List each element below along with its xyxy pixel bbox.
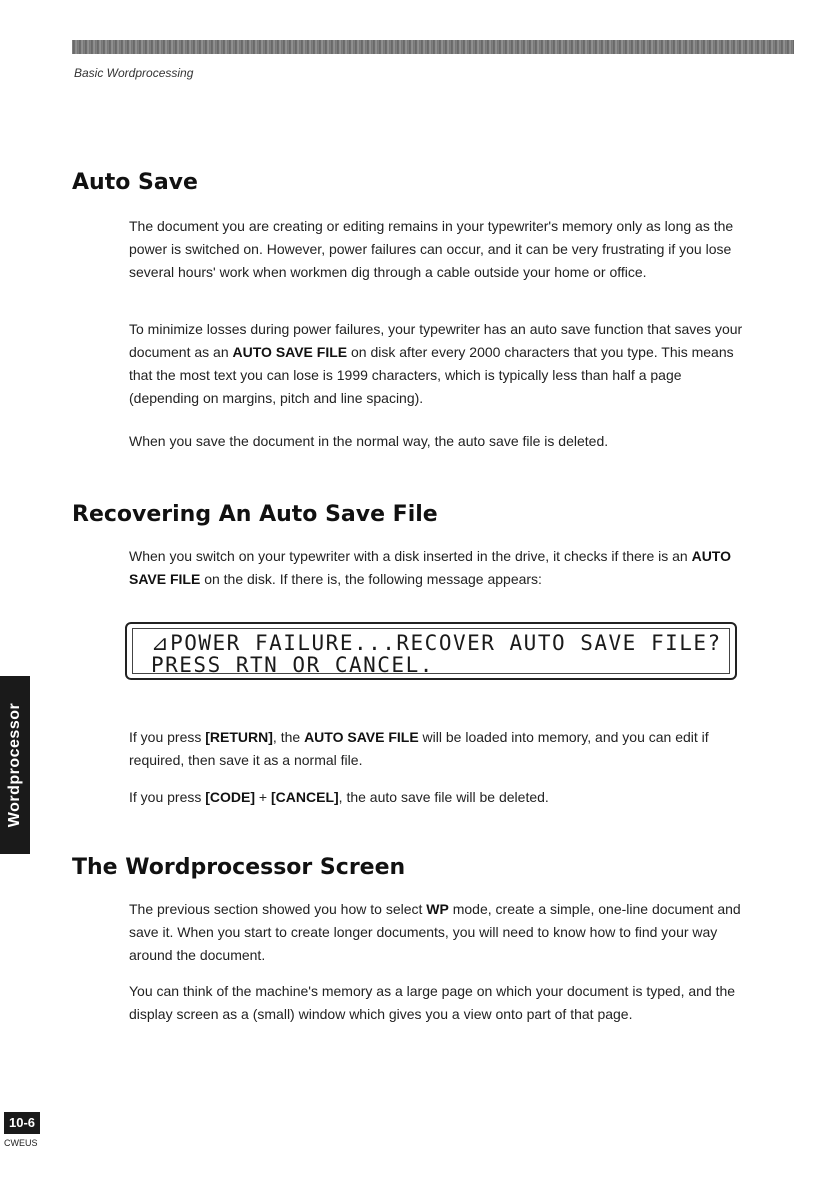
wp-mode-term: WP — [426, 901, 449, 917]
lcd-display-frame — [132, 628, 730, 677]
auto-save-paragraph-2: To minimize losses during power failures, your typewriter has an auto save function that saves your document as an AUTO SAVE FILE on disk after every 2000 characters that you type. This means that the most text you can lose is 1999 characters, which is typically less than half a page (depending on margins, pitch and line spacing). — [129, 321, 743, 406]
recovering-paragraph-2: If you press [RETURN], the AUTO SAVE FILE will be loaded into memory, and you can edit if required, then save it as a normal file. — [129, 729, 709, 768]
page-number: 10-6 — [4, 1112, 40, 1134]
wp-screen-paragraph-1: The previous section showed you how to select WP mode, create a simple, one-line document and save it. When you start to create longer documents, you will need to know how to find your way around the document. — [129, 901, 741, 963]
auto-save-file-term: AUTO SAVE FILE — [304, 729, 419, 745]
lcd-line-1: ⊿POWER FAILURE...RECOVER AUTO SAVE FILE? — [151, 631, 722, 655]
recovering-paragraph-1: When you switch on your typewriter with a disk inserted in the drive, it checks if there is an AUTO SAVE FILE on the disk. If there is, the following message appears: — [129, 548, 731, 587]
lcd-line-2: PRESS RTN OR CANCEL. — [151, 653, 434, 677]
code-key: [CODE] — [205, 789, 256, 805]
lcd-display-message — [125, 622, 737, 680]
side-tab — [0, 676, 30, 854]
header-rule — [72, 40, 794, 54]
recovering-paragraph-3: If you press [CODE] + [CANCEL], the auto save file will be deleted. — [129, 789, 549, 805]
return-key: [RETURN] — [205, 729, 273, 745]
side-tab-label: Wordprocessor — [6, 702, 23, 828]
auto-save-file-term: AUTO SAVE FILE — [129, 548, 731, 587]
page-code: CWEUS — [4, 1138, 38, 1148]
running-title: Basic Wordprocessing — [74, 66, 194, 80]
auto-save-file-term: AUTO SAVE FILE — [232, 344, 348, 360]
auto-save-paragraph-3: When you save the document in the normal way, the auto save file is deleted. — [129, 433, 609, 449]
wp-screen-paragraph-2: You can think of the machine's memory as a large page on which your document is typed, and the display screen as a (small) window which gives you a view onto part of that page. — [129, 983, 736, 1022]
heading-recovering: Recovering An Auto Save File — [72, 502, 438, 527]
cancel-key: [CANCEL] — [271, 789, 339, 805]
heading-wp-screen: The Wordprocessor Screen — [72, 855, 406, 880]
heading-auto-save: Auto Save — [72, 170, 198, 195]
auto-save-paragraph-1: The document you are creating or editing remains in your typewriter's memory only as long as the power is switched on. However, power failures can occur, and it can be very frustrating if you lose several hours' work when workmen dig through a cable outside your home or office. — [129, 218, 734, 280]
